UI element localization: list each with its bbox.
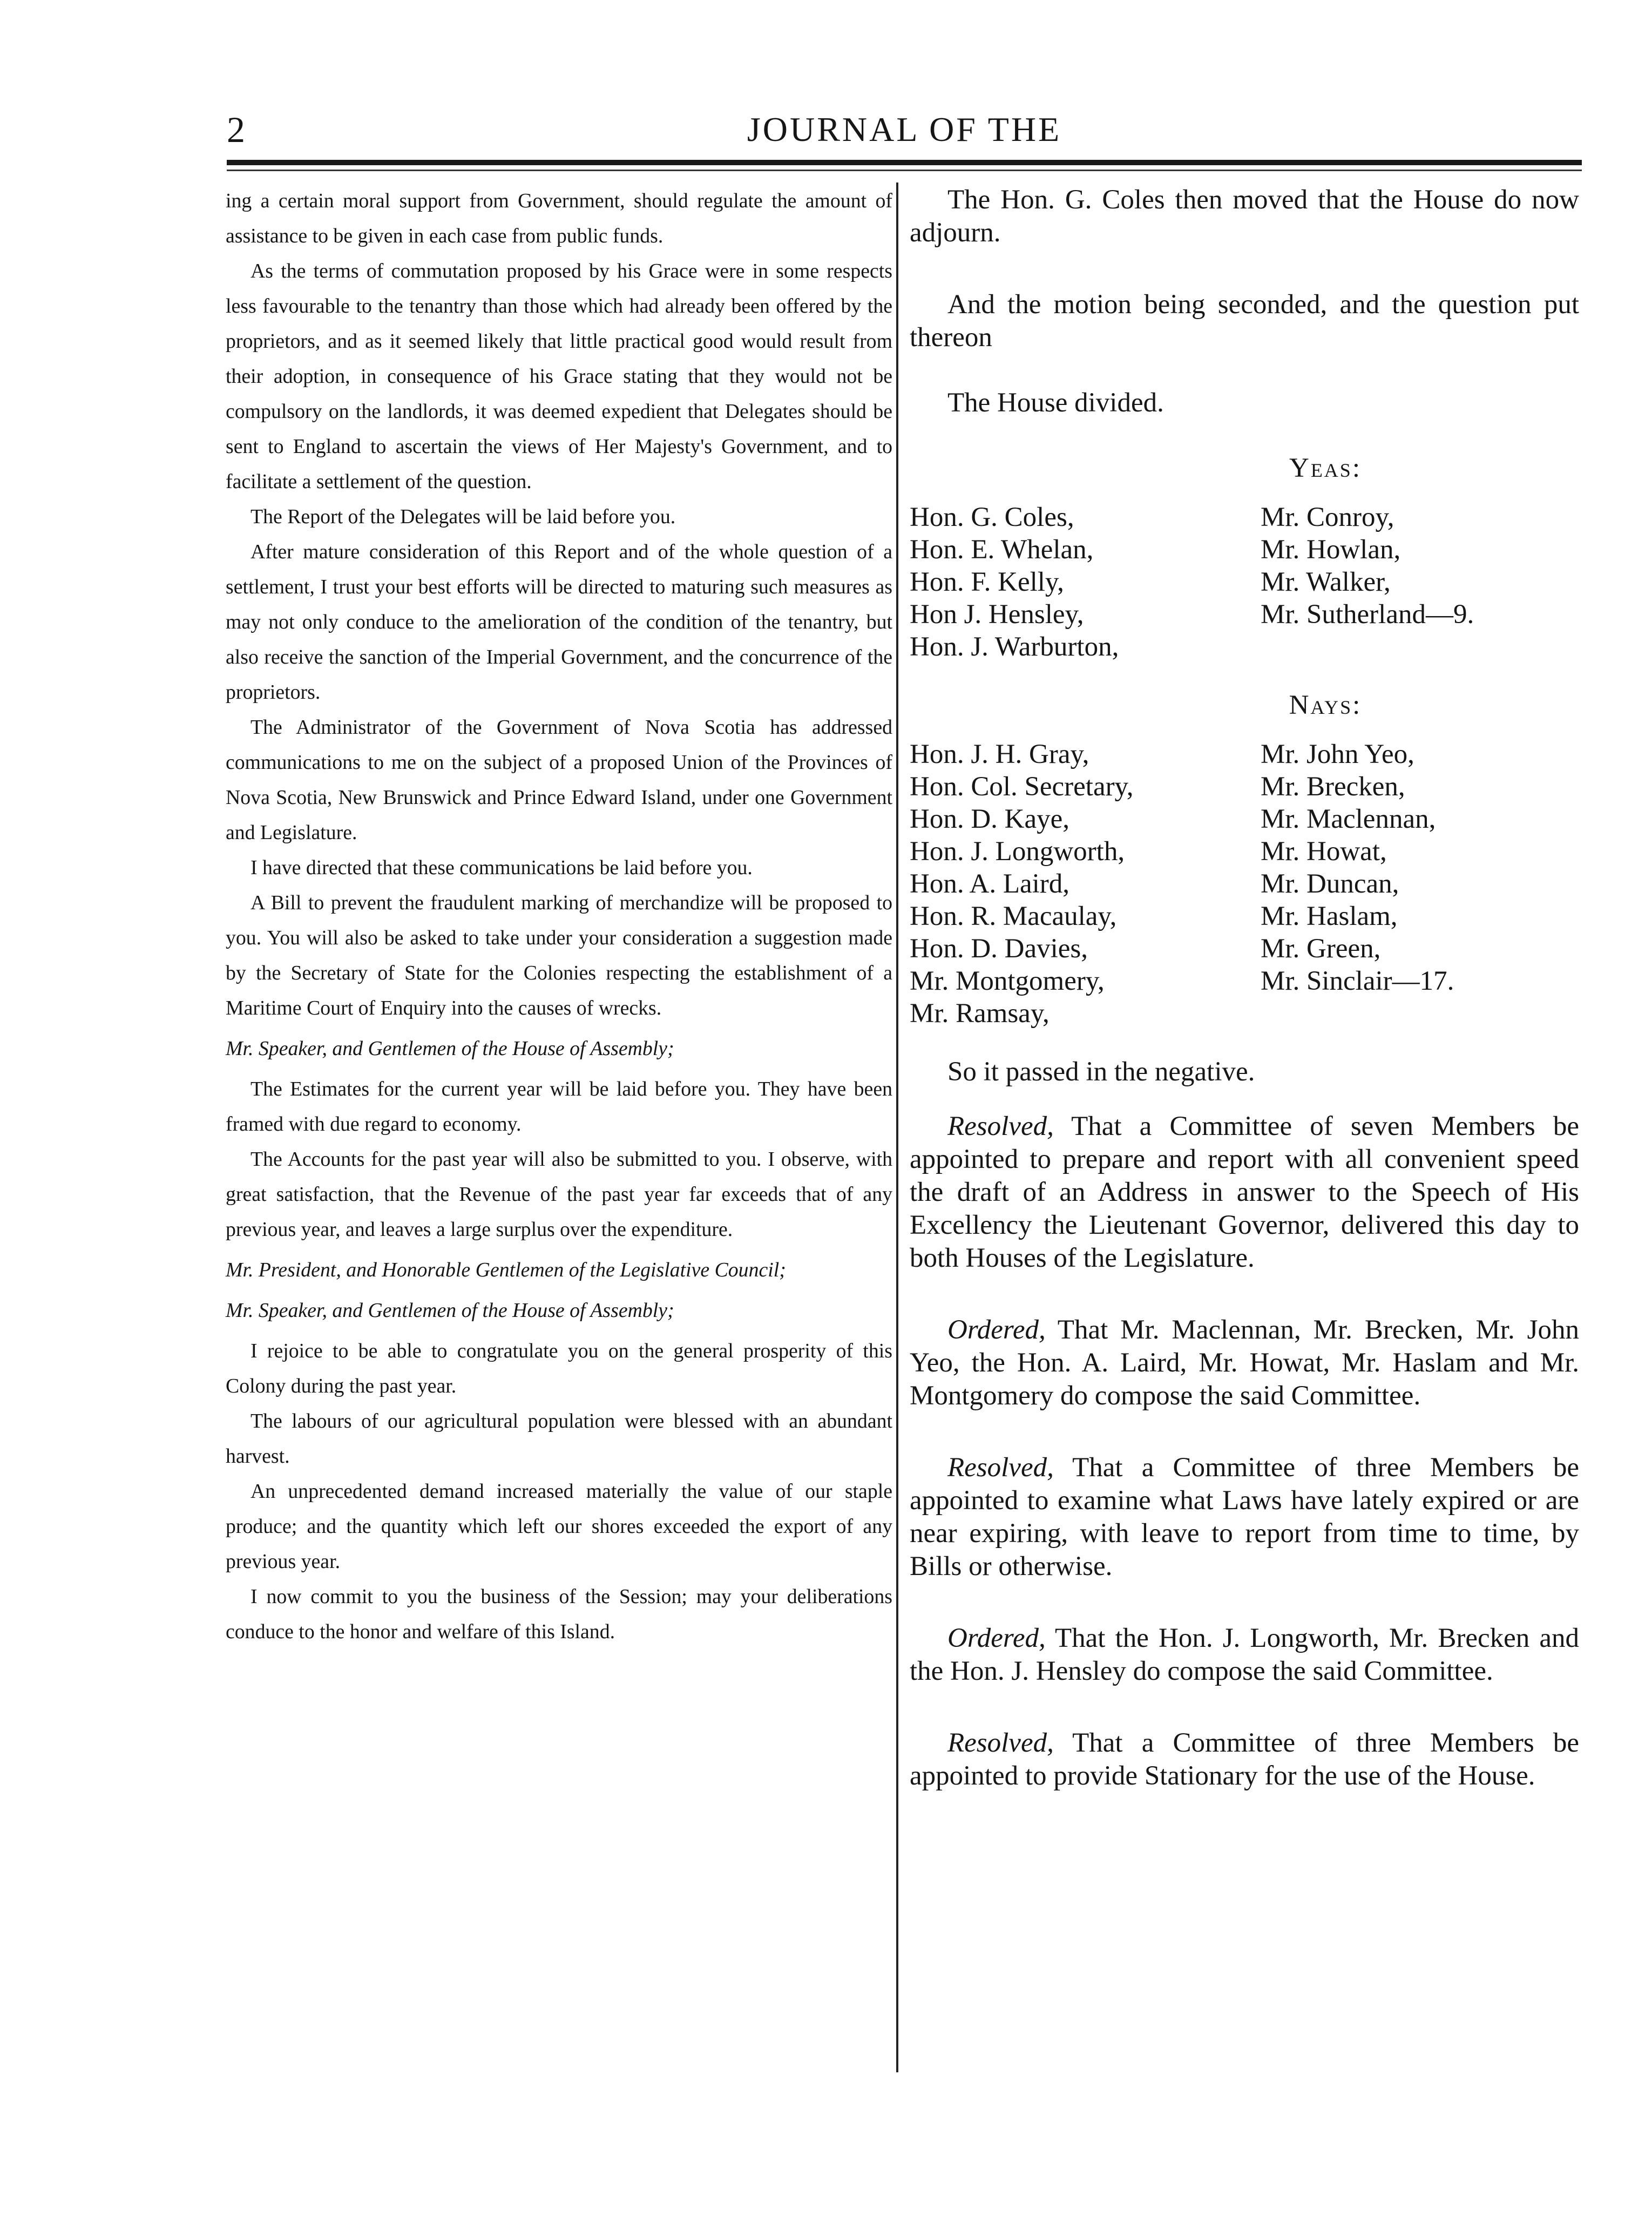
paragraph: A Bill to prevent the fraudulent marking of merchandize will be proposed to you. You will also be asked to take under your consideration a suggestion made by the Secretary of State for the Colonies respecting the establishment of a Maritime Court of Enquiry into the causes of wrecks.: [226, 891, 892, 1019]
order-paragraph: [910, 1622, 1579, 1688]
header-rule-thin: [227, 170, 1582, 171]
resolution-paragraph: [910, 1451, 1579, 1583]
resolved-lead: Resolved,: [947, 1728, 1054, 1758]
paragraph: I now commit to you the business of the Session; may your deliberations conduce to the honor and welfare of this Island.: [226, 1585, 892, 1643]
nay-member: Mr. Haslam,: [1261, 901, 1398, 931]
order-text: That Mr. Maclennan, Mr. Brecken, Mr. John Yeo, the Hon. A. Laird, Mr. Howat, Mr. Haslam and Mr. Montgomery do compose the said Committee.: [910, 1315, 1579, 1411]
resolved-lead: Resolved,: [947, 1111, 1054, 1141]
paragraph: The Estimates for the current year will be laid before you. They have been framed with due regard to economy.: [226, 1078, 892, 1136]
yea-member: Hon. G. Coles,: [910, 502, 1074, 532]
nay-member: Mr. Montgomery,: [910, 966, 1105, 996]
address-salutation: Mr. President, and Honorable Gentlemen of the Legislative Council;: [226, 1259, 786, 1281]
resolution-text: That a Committee of three Members be appointed to examine what Laws have lately expired or are near expiring, with leave to report from time to time, by Bills or otherwise.: [910, 1452, 1579, 1582]
nay-member: Mr. Howat,: [1261, 836, 1387, 867]
page-header: [227, 108, 1582, 157]
nay-member: Hon. A. Laird,: [910, 869, 1070, 899]
resolution-paragraph: [910, 1727, 1579, 1793]
yeas-list: [910, 501, 1579, 663]
yea-member: Hon. E. Whelan,: [910, 535, 1094, 565]
yea-member: Mr. Sutherland—9.: [1261, 599, 1474, 630]
nay-member: [1261, 997, 1579, 1030]
divided-paragraph: The House divided.: [947, 388, 1164, 418]
seconded-paragraph: And the motion being seconded, and the question put thereon: [910, 289, 1579, 353]
nay-member: Hon. J. Longworth,: [910, 836, 1125, 867]
paragraph: As the terms of commutation proposed by his Grace were in some respects less favourable to the tenantry than those which had already been offered by the proprietors, and as it seemed likely that little practical good would result from their adoption, in consequence of his Grace stating that they would not be compulsory on the landlords, it was deemed expedient that Delegates should be sent to England to ascertain the views of Her Majesty's Government, and to facilitate a settlement of the question.: [226, 260, 892, 493]
resolved-lead: Resolved,: [947, 1452, 1054, 1483]
paragraph: The Accounts for the past year will also be submitted to you. I observe, with great satisfaction, that the Revenue of the past year far exceeds that of any previous year, and leaves a large surplus over the expenditure.: [226, 1148, 892, 1241]
yeas-heading: Yeas:: [1289, 453, 1362, 483]
column-divider: [896, 183, 898, 2072]
nays-heading: Nays:: [1289, 690, 1362, 720]
address-salutation: Mr. Speaker, and Gentlemen of the House of Assembly;: [226, 1299, 674, 1322]
right-column: [910, 184, 1579, 1831]
left-column: [226, 184, 892, 1650]
yea-member: Hon. F. Kelly,: [910, 567, 1064, 597]
paragraph: ing a certain moral support from Government, should regulate the amount of assistance to be given in each case from public funds.: [226, 190, 892, 247]
ordered-lead: Ordered,: [947, 1315, 1046, 1345]
paragraph: The Administrator of the Government of Nova Scotia has addressed communications to me on the subject of a proposed Union of the Provinces of Nova Scotia, New Brunswick and Prince Edward Island, under one Government and Legislature.: [226, 716, 892, 844]
yea-member: Hon. J. Warburton,: [910, 632, 1119, 662]
paragraph: After mature consideration of this Report and of the whole question of a settlement, I trust your best efforts will be directed to maturing such measures as may not only conduce to the amelioration of the condition of the tenantry, but also receive the sanction of the Imperial Government, and the concurrence of the proprietors.: [226, 540, 892, 704]
resolution-text: That a Committee of seven Members be appointed to prepare and report with all convenient speed the draft of an Address in answer to the Speech of His Excellency the Lieutenant Governor, delivered this day to both Houses of the Legislature.: [910, 1111, 1579, 1273]
nay-member: Mr. Duncan,: [1261, 869, 1399, 899]
paragraph: The labours of our agricultural population were blessed with an abundant harvest.: [226, 1410, 892, 1468]
page-number: 2: [227, 109, 245, 150]
resolution-paragraph: [910, 1110, 1579, 1275]
header-rule-thick: [227, 160, 1582, 165]
order-paragraph: [910, 1314, 1579, 1413]
nay-member: Mr. Maclennan,: [1261, 804, 1436, 834]
nay-member: Mr. Green,: [1261, 934, 1381, 964]
resolution-text: That a Committee of three Members be appointed to provide Stationary for the use of the House.: [910, 1728, 1579, 1791]
nay-member: Mr. Sinclair—17.: [1261, 966, 1454, 996]
nay-member: Mr. Brecken,: [1261, 772, 1405, 802]
nay-member: Hon. R. Macaulay,: [910, 901, 1117, 931]
ordered-lead: Ordered,: [947, 1623, 1046, 1653]
nay-member: Hon. J. H. Gray,: [910, 739, 1089, 769]
yea-member: Hon J. Hensley,: [910, 599, 1084, 630]
nay-member: Hon. Col. Secretary,: [910, 772, 1134, 802]
yea-member: Mr. Howlan,: [1261, 535, 1401, 565]
nay-member: Hon. D. Kaye,: [910, 804, 1070, 834]
nay-member: Mr. Ramsay,: [910, 998, 1050, 1029]
running-title: JOURNAL OF THE: [747, 110, 1062, 148]
yea-member: [1261, 631, 1579, 663]
paragraph: I have directed that these communications be laid before you.: [250, 856, 753, 879]
nay-member: Mr. John Yeo,: [1261, 739, 1414, 769]
paragraph: An unprecedented demand increased materially the value of our staple produce; and the quantity which left our shores exceeded the export of any previous year.: [226, 1480, 892, 1573]
order-text: That the Hon. J. Longworth, Mr. Brecken and the Hon. J. Hensley do compose the said Committee.: [910, 1623, 1579, 1686]
paragraph: The Report of the Delegates will be laid before you.: [250, 505, 676, 528]
result-paragraph: So it passed in the negative.: [947, 1057, 1255, 1087]
address-salutation: Mr. Speaker, and Gentlemen of the House of Assembly;: [226, 1037, 674, 1060]
yea-member: Mr. Walker,: [1261, 567, 1391, 597]
motion-paragraph: The Hon. G. Coles then moved that the House do now adjourn.: [910, 185, 1579, 248]
yea-member: Mr. Conroy,: [1261, 502, 1394, 532]
nays-list: [910, 738, 1579, 1030]
paragraph: I rejoice to be able to congratulate you on the general prosperity of this Colony during the past year.: [226, 1340, 892, 1397]
nay-member: Hon. D. Davies,: [910, 934, 1088, 964]
